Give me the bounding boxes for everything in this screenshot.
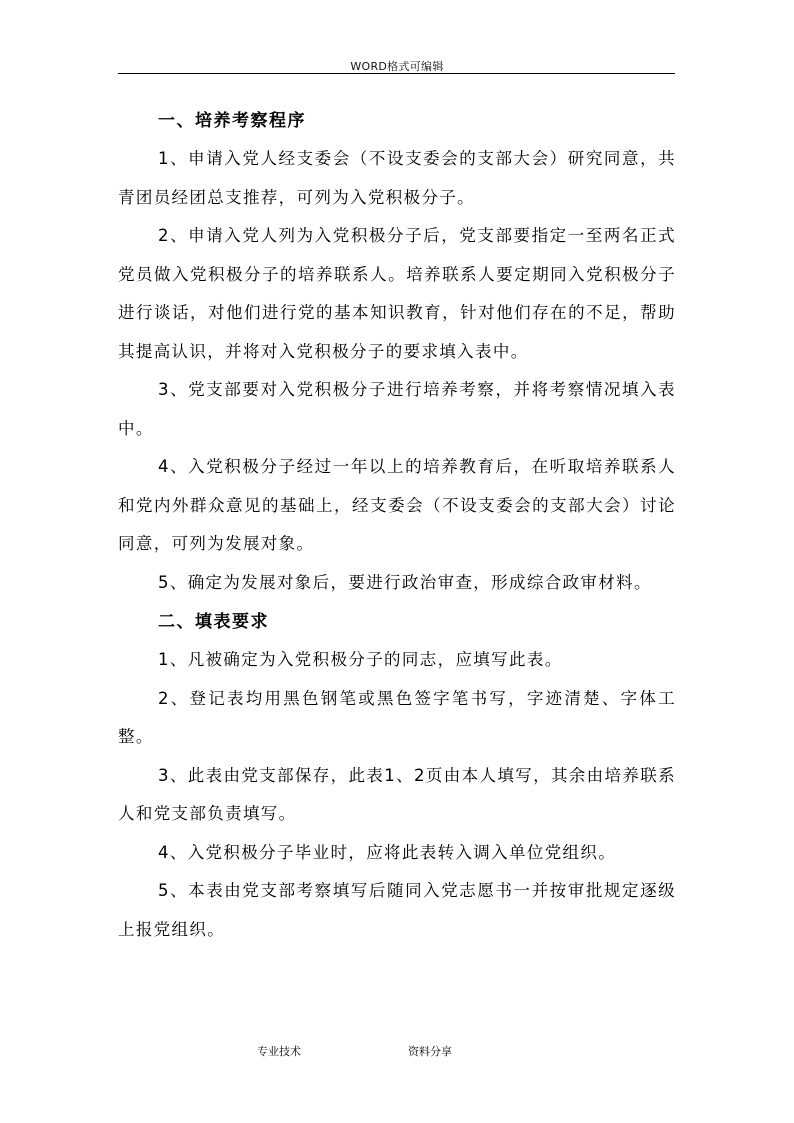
section-procedure-body — [118, 140, 676, 602]
paragraph: 2、登记表均用黑色钢笔或黑色签字笔书写，字迹清楚、字体工整。 — [118, 688, 676, 746]
section-form-requirements-body — [118, 641, 676, 949]
paragraph: 1、申请入党人经支委会（不设支委会的支部大会）研究同意，共青团员经团总支推荐，可列为入党积极分子。 — [118, 149, 676, 207]
paragraph: 3、党支部要对入党积极分子进行培养考察，并将考察情况填入表中。 — [118, 380, 676, 438]
paragraph: 2、申请入党人列为入党积极分子后，党支部要指定一至两名正式党员做入党积极分子的培养联系人。培养联系人要定期同入党积极分子进行谈话，对他们进行党的基本知识教育，针对他们存在的不足，帮助其提高认识，并将对入党积极分子的要求填入表中。 — [118, 226, 676, 361]
paragraph: 5、本表由党支部考察填写后随同入党志愿书一并按审批规定逐级上报党组织。 — [118, 881, 676, 939]
paragraph: 4、入党积极分子毕业时，应将此表转入调入单位党组织。 — [158, 842, 617, 862]
paragraph: 3、此表由党支部保存，此表1、2页由本人填写，其余由培养联系人和党支部负责填写。 — [118, 765, 676, 823]
section-heading-form-requirements: 二、填表要求 — [158, 612, 269, 632]
paragraph: 5、确定为发展对象后，要进行政治审查，形成综合政审材料。 — [158, 572, 652, 592]
footer-left-text: 专业技术 — [257, 1045, 301, 1058]
paragraph: 4、入党积极分子经过一年以上的培养教育后，在听取培养联系人和党内外群众意见的基础上，经支委会（不设支委会的支部大会）讨论同意，可列为发展对象。 — [118, 457, 676, 553]
paragraph: 1、凡被确定为入党积极分子的同志，应填写此表。 — [158, 650, 563, 669]
section-heading-procedure: 一、培养考察程序 — [158, 111, 306, 131]
page-header: WORD格式可编辑 — [350, 60, 444, 73]
footer-right-text: 资料分享 — [408, 1045, 452, 1058]
header-divider — [118, 73, 675, 74]
